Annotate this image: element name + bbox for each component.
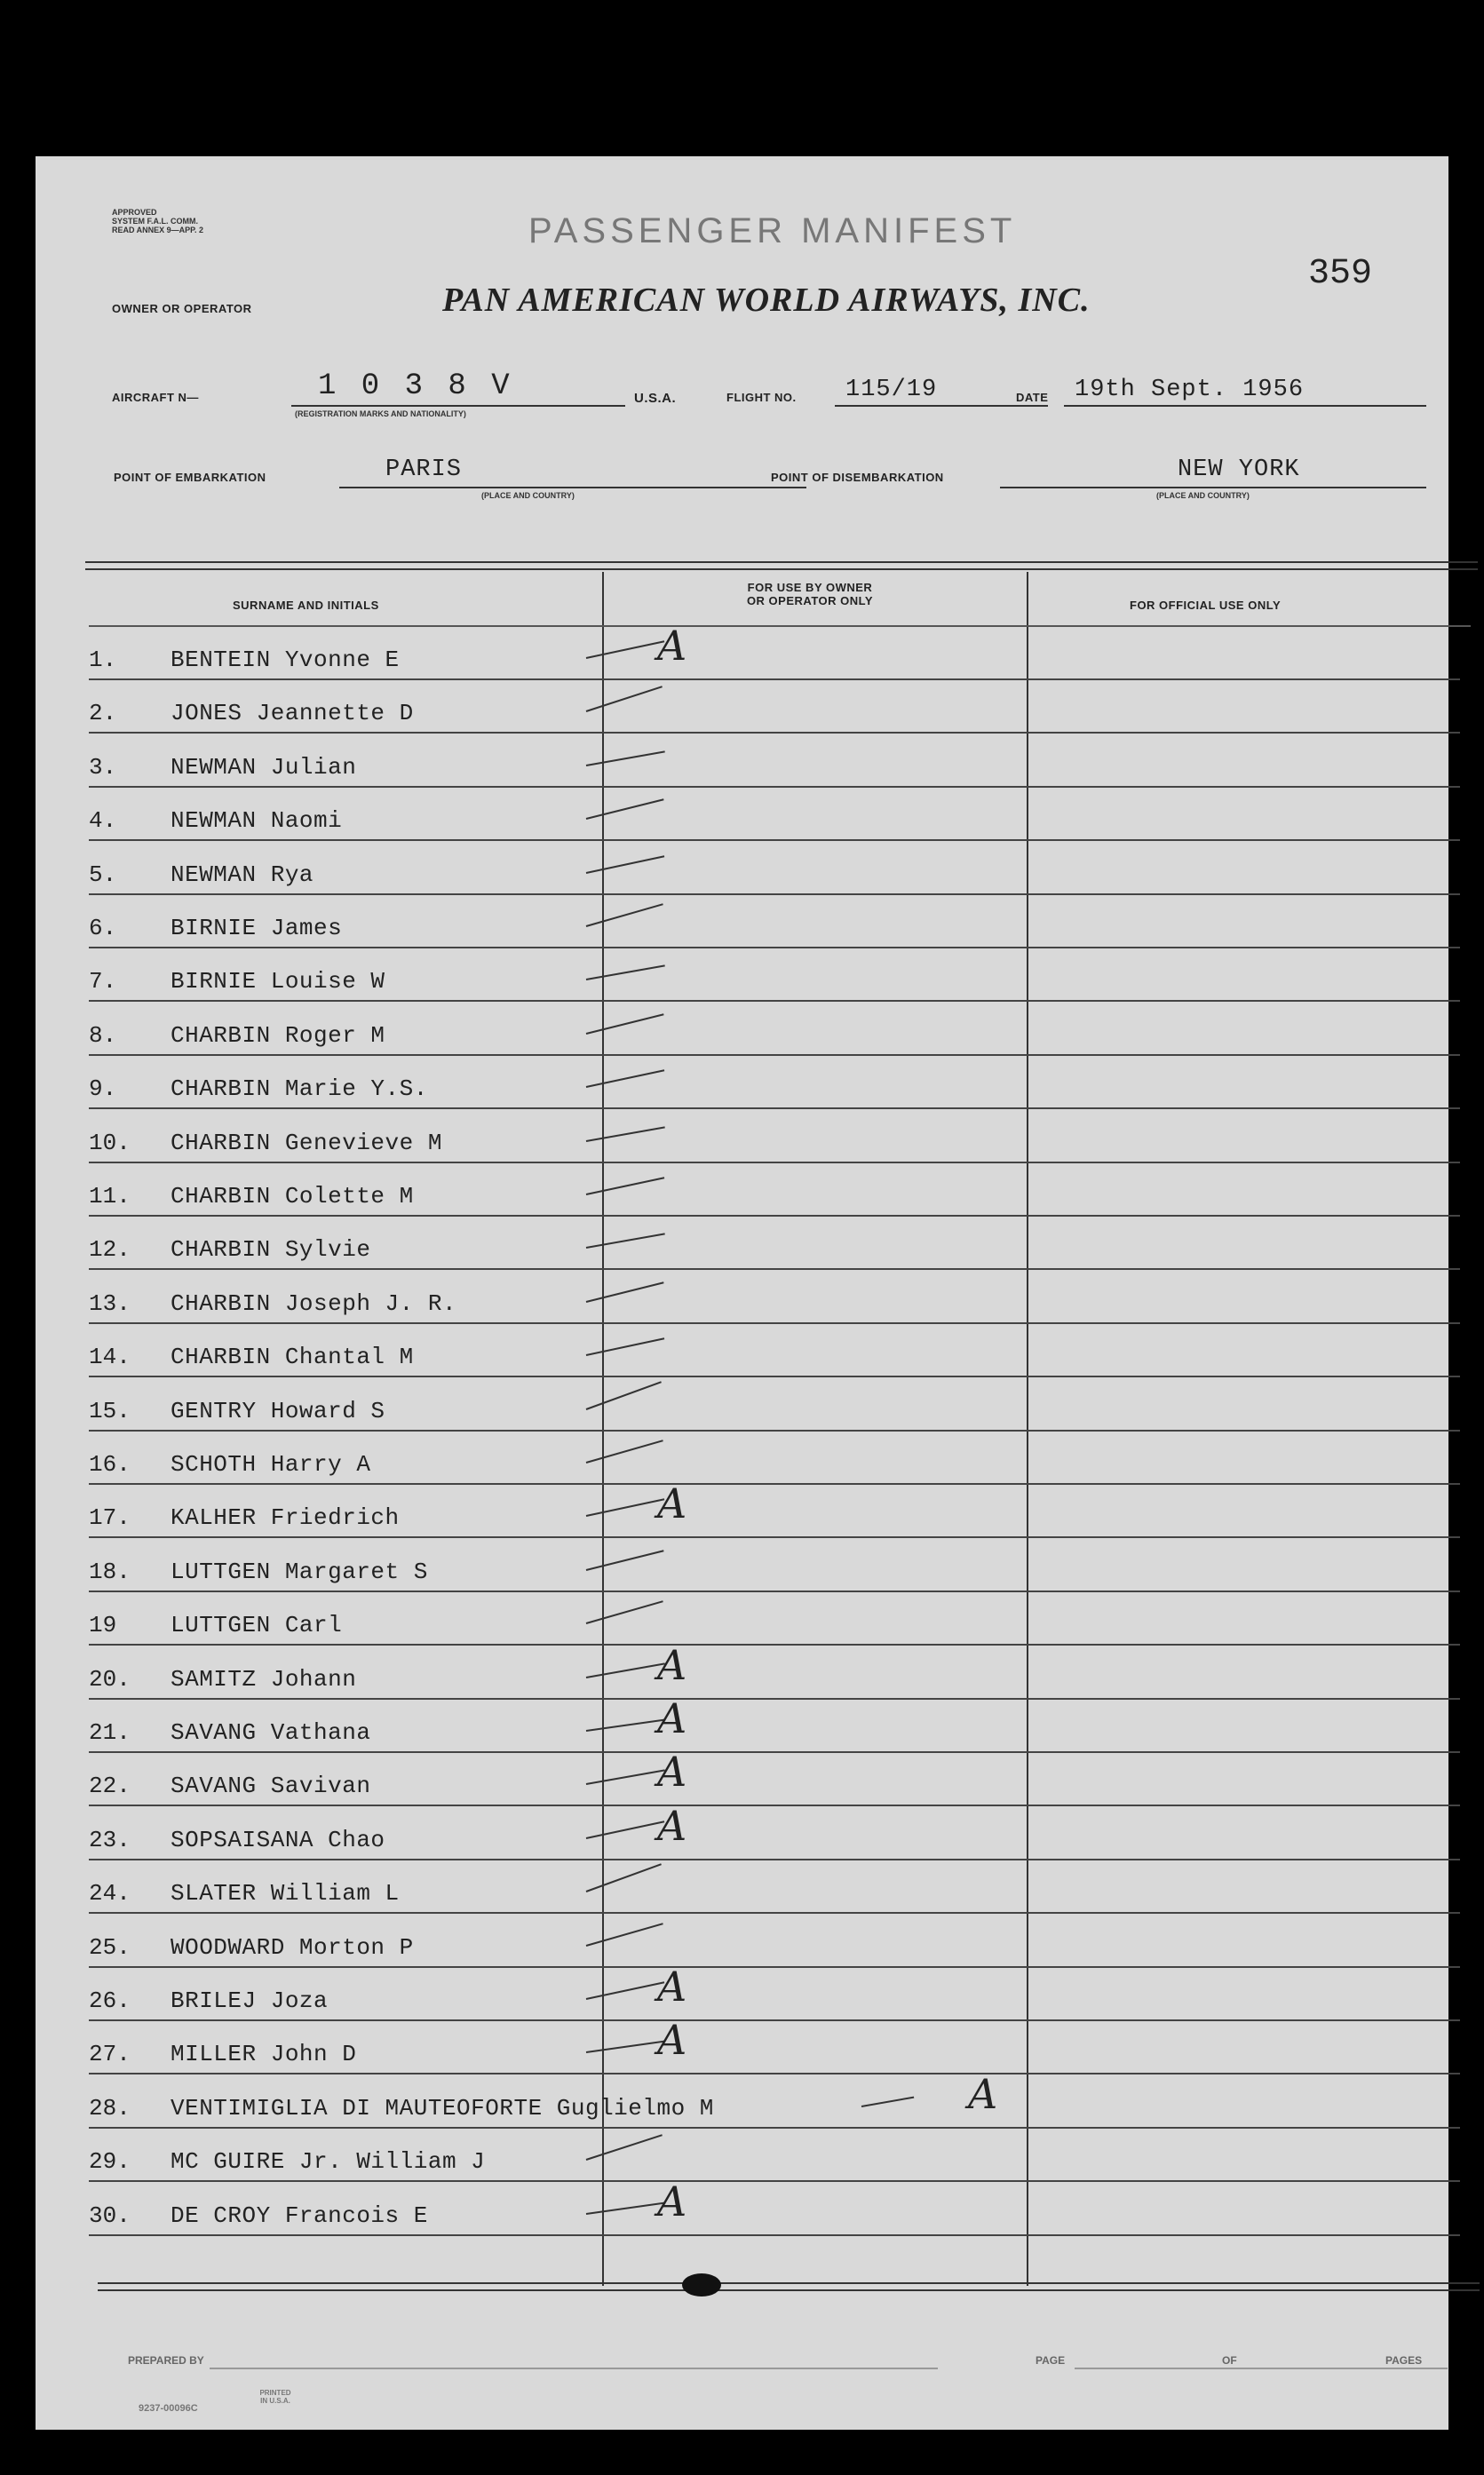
table-row	[89, 1003, 1460, 1056]
table-top-rule	[85, 561, 1478, 570]
passenger-name: SAVANG Savivan	[171, 1773, 371, 1800]
disembark-note: (PLACE AND COUNTRY)	[1156, 491, 1250, 500]
check-mark	[586, 1923, 663, 1947]
registration-note: (REGISTRATION MARKS AND NATIONALITY)	[295, 409, 466, 418]
row-number: 5.	[89, 861, 117, 888]
table-row	[89, 1217, 1460, 1270]
embark-place: PARIS	[385, 456, 463, 483]
handwritten-mark: A	[968, 2069, 998, 2118]
row-number: 2.	[89, 700, 117, 727]
check-mark	[586, 1069, 664, 1088]
passenger-name: GENTRY Howard S	[171, 1397, 385, 1424]
table-row	[89, 1479, 1460, 1538]
flight-underline	[835, 405, 1048, 407]
table-row	[89, 948, 1460, 1002]
row-number: 14.	[89, 1344, 131, 1371]
table-row	[89, 1163, 1460, 1217]
column-header-surname: SURNAME AND INITIALS	[233, 599, 379, 612]
row-number: 20.	[89, 1665, 131, 1693]
handwritten-mark: A	[657, 622, 687, 670]
table-row	[89, 680, 1460, 734]
flight-number: 115/19	[845, 377, 938, 403]
row-number: 24.	[89, 1880, 131, 1908]
check-mark	[586, 1821, 664, 1839]
check-mark	[586, 1550, 664, 1571]
table-row	[89, 2129, 1460, 2182]
disembark-place: NEW YORK	[1178, 456, 1300, 483]
row-rule	[89, 2234, 1460, 2236]
disembark-underline	[1000, 487, 1426, 488]
check-mark	[586, 965, 665, 981]
check-mark	[586, 2041, 665, 2054]
manifest-page	[36, 156, 1448, 2430]
row-number: 12.	[89, 1236, 131, 1264]
row-number: 17.	[89, 1504, 131, 1532]
passenger-name: SLATER William L	[171, 1880, 400, 1908]
handwritten-mark: A	[657, 1640, 687, 1689]
handwritten-mark: A	[657, 2016, 687, 2065]
passenger-name: SAVANG Vathana	[171, 1719, 371, 1746]
row-number: 25.	[89, 1933, 131, 1961]
check-mark	[586, 1981, 664, 2000]
table-row	[89, 734, 1460, 788]
flight-date: 19th Sept. 1956	[1075, 377, 1305, 403]
table-row	[89, 1110, 1460, 1163]
table-row	[89, 1539, 1460, 1592]
date-label: DATE	[1016, 391, 1049, 404]
passenger-name: BENTEIN Yvonne E	[171, 647, 400, 673]
table-bottom-rule	[98, 2282, 1480, 2291]
passenger-name: MC GUIRE Jr. William J	[171, 2148, 486, 2176]
check-mark	[586, 1662, 665, 1678]
check-mark	[586, 1770, 665, 1786]
passenger-name: SAMITZ Johann	[171, 1665, 357, 1693]
table-row	[89, 2016, 1460, 2074]
row-number: 13.	[89, 1289, 131, 1317]
check-mark	[586, 1718, 665, 1732]
aircraft-registration: 1 0 3 8 V	[318, 369, 513, 403]
table-row	[89, 1860, 1460, 1914]
passenger-name: LUTTGEN Margaret S	[171, 1558, 428, 1585]
page-line	[1075, 2368, 1448, 2369]
passenger-name: MILLER John D	[171, 2041, 357, 2068]
row-number: 6.	[89, 915, 117, 941]
row-number: 18.	[89, 1558, 131, 1585]
row-number: 15.	[89, 1397, 131, 1424]
page-label: PAGE	[1036, 2354, 1066, 2367]
passenger-name: KALHER Friedrich	[171, 1504, 400, 1532]
airline-name: PAN AMERICAN WORLD AIRWAYS, INC.	[442, 282, 1091, 319]
pages-label: PAGES	[1385, 2354, 1423, 2367]
column-header-official: FOR OFFICIAL USE ONLY	[1130, 599, 1282, 612]
prepared-by-line	[210, 2368, 938, 2369]
table-row	[89, 1324, 1460, 1377]
passenger-name: JONES Jeannette D	[171, 700, 414, 727]
check-mark	[586, 2134, 663, 2161]
column-header-owner: FOR USE BY OWNER OR OPERATOR ONLY	[746, 581, 874, 607]
table-row	[89, 1694, 1460, 1753]
flight-label: FLIGHT NO.	[726, 391, 797, 404]
row-number: 10.	[89, 1129, 131, 1156]
table-row	[89, 1432, 1460, 1485]
table-row	[89, 1271, 1460, 1324]
row-number: 1.	[89, 647, 117, 673]
row-number: 11.	[89, 1183, 131, 1210]
embark-label: POINT OF EMBARKATION	[114, 471, 266, 484]
embark-underline	[339, 487, 806, 488]
check-mark	[586, 1177, 664, 1195]
passenger-name: VENTIMIGLIA DI MAUTEOFORTE Guglielmo M	[171, 2094, 714, 2122]
approval-note: APPROVED SYSTEM F.A.L. COMM. READ ANNEX 9—APP. 2	[112, 208, 204, 234]
row-number: 23.	[89, 1826, 131, 1853]
table-row	[89, 2177, 1460, 2236]
passenger-name: CHARBIN Marie Y.S.	[171, 1075, 428, 1103]
passenger-name: BRILEJ Joza	[171, 1987, 329, 2014]
check-mark	[586, 1234, 665, 1249]
check-mark	[586, 798, 664, 820]
row-number: 30.	[89, 2201, 131, 2229]
row-number: 19	[89, 1612, 117, 1639]
ink-blot	[682, 2273, 721, 2297]
handwritten-mark: A	[657, 1694, 687, 1742]
passenger-name: CHARBIN Genevieve M	[171, 1129, 442, 1156]
check-mark	[586, 640, 664, 659]
row-number: 3.	[89, 753, 117, 781]
passenger-name: BIRNIE James	[171, 915, 343, 941]
check-mark	[586, 1126, 665, 1142]
passenger-name: SOPSAISANA Chao	[171, 1826, 385, 1853]
check-mark	[586, 1281, 664, 1303]
row-number: 22.	[89, 1773, 131, 1800]
check-mark	[586, 1440, 663, 1464]
passenger-name: NEWMAN Naomi	[171, 807, 343, 835]
passenger-name: NEWMAN Rya	[171, 861, 314, 888]
table-row	[89, 1963, 1460, 2021]
check-mark	[586, 855, 664, 874]
passenger-name: CHARBIN Chantal M	[171, 1344, 414, 1371]
passenger-name: BIRNIE Louise W	[171, 968, 385, 996]
row-number: 9.	[89, 1075, 117, 1103]
table-row	[89, 1748, 1460, 1806]
check-mark	[586, 1337, 664, 1356]
check-mark	[586, 1499, 664, 1518]
check-mark	[586, 1863, 662, 1892]
table-row	[89, 842, 1460, 895]
handwritten-mark: A	[657, 1801, 687, 1850]
passenger-name: CHARBIN Colette M	[171, 1183, 414, 1210]
check-mark	[586, 2201, 665, 2215]
form-title: PASSENGER MANIFEST	[528, 211, 1017, 250]
row-number: 21.	[89, 1719, 131, 1746]
table-row	[89, 1592, 1460, 1646]
aircraft-underline	[291, 405, 625, 407]
check-mark	[586, 686, 663, 713]
check-mark	[586, 750, 665, 766]
passenger-name: CHARBIN Roger M	[171, 1021, 385, 1049]
owner-label: OWNER OR OPERATOR	[112, 302, 252, 315]
printed-note: PRINTED IN U.S.A.	[259, 2389, 291, 2405]
table-row	[89, 788, 1460, 841]
of-label: OF	[1222, 2354, 1237, 2367]
row-number: 16.	[89, 1451, 131, 1478]
usa-label: U.S.A.	[634, 391, 677, 406]
table-row	[89, 2069, 1460, 2129]
date-underline	[1064, 405, 1426, 407]
passenger-name: CHARBIN Sylvie	[171, 1236, 371, 1264]
passenger-name: NEWMAN Julian	[171, 753, 357, 781]
passenger-name: WOODWARD Morton P	[171, 1933, 414, 1961]
row-number: 29.	[89, 2148, 131, 2176]
table-row	[89, 1378, 1460, 1432]
row-number: 8.	[89, 1021, 117, 1049]
check-mark	[586, 1600, 663, 1624]
row-number: 4.	[89, 807, 117, 835]
passenger-name: SCHOTH Harry A	[171, 1451, 371, 1478]
form-number: 9237-00096C	[139, 2403, 198, 2414]
table-row	[89, 1801, 1460, 1860]
prepared-by-label: PREPARED BY	[128, 2354, 204, 2367]
row-number: 7.	[89, 968, 117, 996]
table-row	[89, 895, 1460, 948]
table-row	[89, 1915, 1460, 1968]
passenger-name: CHARBIN Joseph J. R.	[171, 1289, 457, 1317]
check-mark	[861, 2096, 914, 2106]
passenger-name: LUTTGEN Carl	[171, 1612, 343, 1639]
table-row	[89, 622, 1460, 680]
row-number: 26.	[89, 1987, 131, 2014]
disembark-label: POINT OF DISEMBARKATION	[771, 471, 944, 484]
page-number: 359	[1308, 254, 1373, 294]
table-row	[89, 1640, 1460, 1700]
handwritten-mark: A	[657, 1963, 687, 2011]
handwritten-mark: A	[657, 2177, 687, 2225]
embark-note: (PLACE AND COUNTRY)	[481, 491, 575, 500]
table-row	[89, 1056, 1460, 1109]
row-number: 27.	[89, 2041, 131, 2068]
check-mark	[586, 1013, 664, 1035]
check-mark	[586, 903, 663, 927]
row-number: 28.	[89, 2094, 131, 2122]
handwritten-mark: A	[657, 1479, 687, 1528]
handwritten-mark: A	[657, 1748, 687, 1797]
check-mark	[586, 1381, 662, 1410]
aircraft-label: AIRCRAFT N—	[112, 391, 199, 404]
passenger-name: DE CROY Francois E	[171, 2201, 428, 2229]
